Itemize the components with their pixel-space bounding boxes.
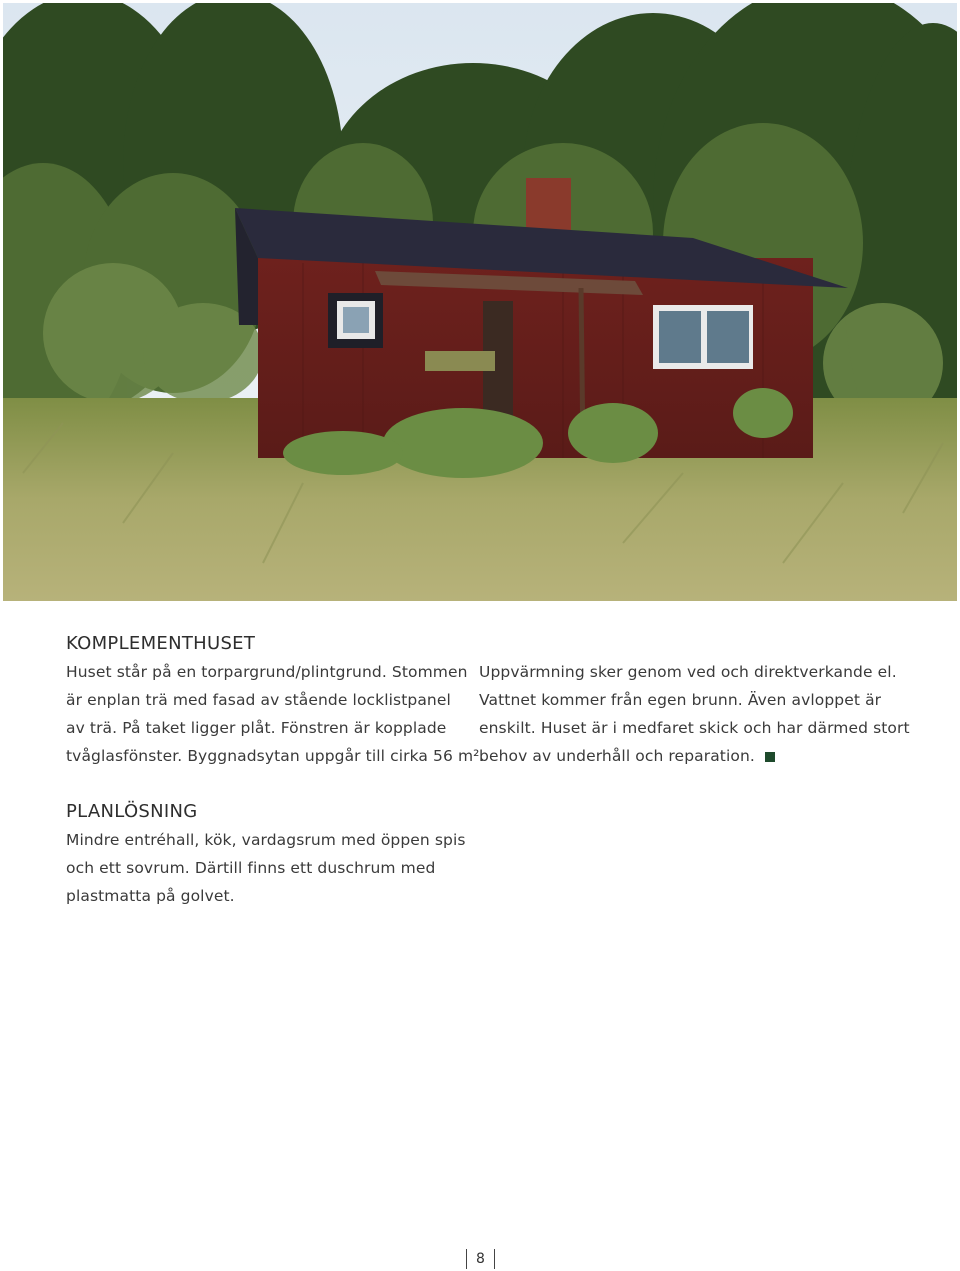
paragraph-line: och ett sovrum. Därtill finns ett duschrum med [66, 859, 436, 877]
paragraph-line: är enplan trä med fasad av stående locklistpanel [66, 691, 451, 709]
paragraph-line: Vattnet kommer från egen brunn. Även avloppet är [479, 691, 882, 709]
section-heading: KOMPLEMENTHUSET [66, 633, 256, 654]
page-number: 8 [466, 1249, 495, 1269]
paragraph-line-last [479, 742, 899, 770]
section-komplementhuset [66, 630, 485, 770]
paragraph-line: av trä. På taket ligger plåt. Fönstren är kopplade [66, 719, 447, 737]
paragraph-line: Huset står på en torpargrund/plintgrund. Stommen [66, 663, 468, 681]
paragraph-line: tvåglasfönster. Byggnadsytan uppgår till cirka 56 m². [66, 747, 485, 765]
end-of-article-mark [765, 752, 775, 762]
section-heading: PLANLÖSNING [66, 801, 198, 822]
paragraph-line: plastmatta på golvet. [66, 887, 235, 905]
paragraph-line-text: behov av underhåll och reparation. [479, 747, 755, 765]
paragraph-line: enskilt. Huset är i medfaret skick och har därmed stort [479, 719, 910, 737]
house-photo [3, 3, 957, 601]
section-komplementhuset-continued [479, 658, 910, 770]
paragraph-line: Mindre entréhall, kök, vardagsrum med öppen spis [66, 831, 466, 849]
section-planlosning [66, 798, 476, 910]
paragraph-line: Uppvärmning sker genom ved och direktverkande el. [479, 663, 897, 681]
